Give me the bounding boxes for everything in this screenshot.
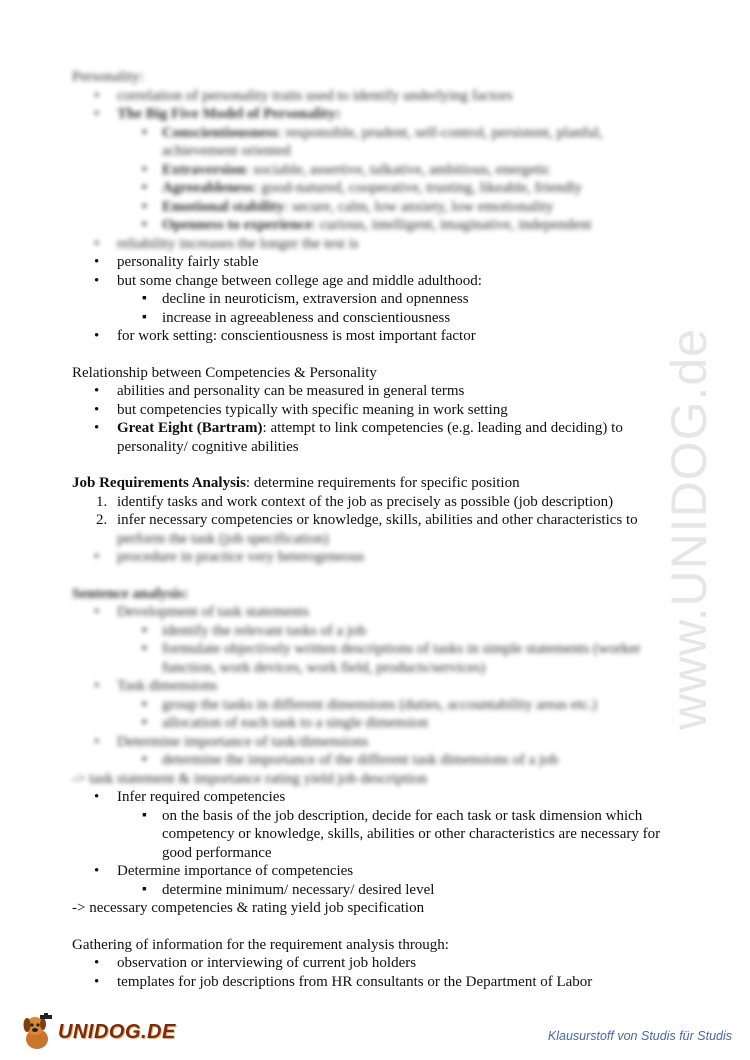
unidog-logo[interactable]	[20, 1012, 176, 1052]
gathering-heading: Gathering of information for the requirement analysis through:	[72, 936, 449, 953]
list-item: • Determine importance of competencies	[72, 862, 682, 881]
personality-heading: Personality:	[72, 69, 144, 85]
step-continuation: perform the task (job specification)	[117, 530, 329, 547]
trait-desc: : sociable, assertive, talkative, ambitious, energetic	[245, 161, 551, 178]
list-item	[72, 419, 682, 456]
big-five-item	[72, 161, 682, 180]
sentence-analysis-list	[72, 603, 682, 770]
trait-desc: : good-natured, cooperative, trusting, likeable, friendly	[253, 180, 583, 196]
competency-list	[72, 788, 682, 899]
job-requirements-heading	[72, 474, 682, 493]
trait-desc: : secure, calm, low anxiety, low emotionality	[284, 198, 554, 215]
trait-desc: : responsible, prudent, self-control, persistent, planful, achievement oriented	[162, 124, 603, 159]
gathering-list	[72, 954, 682, 991]
list-item: • Task dimensions	[72, 677, 682, 696]
sub-list-item: ▪ formulate objectively written descriptions of tasks in simple statements (worker function, work devices, work field, products/services)	[72, 640, 682, 677]
personality-change-list	[72, 253, 682, 346]
job-analysis-blur-list	[72, 548, 682, 567]
trait-term: Agreeableness	[162, 180, 254, 196]
trait-term: Openness to experience	[162, 217, 312, 233]
sub-list-item: ▪ increase in agreeableness and conscientiousness	[72, 309, 682, 328]
great-eight-desc: : attempt to link competencies (e.g. leading and deciding) to personality/ cognitive abilities	[117, 420, 623, 455]
list-item: • but competencies typically with specific meaning in work setting	[72, 401, 682, 420]
sub-list-item: ▪ group the tasks in different dimensions (duties, accountability areas etc.)	[72, 696, 682, 715]
big-five-item	[72, 216, 682, 235]
list-item	[72, 105, 682, 124]
list-item: • but some change between college age and middle adulthood:	[72, 272, 682, 291]
list-item: • abilities and personality can be measured in general terms	[72, 382, 682, 401]
sub-list-item: ▪ allocation of each task to a single dimension	[72, 714, 682, 733]
job-specification-arrow: -> necessary competencies & rating yield job specification	[72, 900, 425, 916]
list-item: • Development of task statements	[72, 603, 682, 622]
list-item: • correlation of personality traits used to identify underlying factors	[72, 87, 682, 106]
big-five-item	[72, 179, 682, 198]
list-item: • personality fairly stable	[72, 253, 682, 272]
step-text: identify tasks and work context of the job as precisely as possible (job description)	[117, 493, 614, 510]
brand-name: UNIDOG.DE	[58, 1020, 176, 1043]
step-number: 2.	[96, 512, 108, 528]
sentence-analysis-title: Sentence analysis:	[72, 585, 189, 602]
trait-term: Emotional stability	[162, 198, 285, 215]
personality-list	[72, 87, 682, 254]
blurred-job-analysis-section	[72, 530, 682, 789]
sub-list-item: ▪ identify the relevant tasks of a job	[72, 622, 682, 641]
trait-desc: : curious, intelligent, imaginative, independent	[311, 217, 592, 233]
sentence-analysis-heading	[72, 585, 682, 604]
trait-term: Extraversion	[162, 161, 246, 178]
list-item: • procedure in practice very heterogeneous	[72, 548, 682, 567]
sub-list-item: ▪ on the basis of the job description, decide for each task or task dimension which competency or knowledge, skills, abilities or other characteristics are necessary for good performance	[72, 807, 682, 863]
blurred-personality-section	[72, 68, 682, 253]
list-item: • templates for job descriptions from HR consultants or the Department of Labor	[72, 973, 682, 992]
list-item: • observation or interviewing of current job holders	[72, 954, 682, 973]
trait-term: Conscientiousness	[162, 124, 278, 141]
sub-list-item: ▪ decline in neuroticism, extraversion and opnenness	[72, 290, 682, 309]
job-requirements-term: Job Requirements Analysis	[72, 475, 246, 491]
footer-tagline: Klausurstoff von Studis für Studis	[547, 1029, 732, 1043]
job-description-arrow: -> task statement & importance rating yield job description	[72, 770, 428, 787]
numbered-step	[72, 493, 682, 512]
relationship-list	[72, 382, 682, 456]
sub-list-item: ▪ determine minimum/ necessary/ desired level	[72, 881, 682, 900]
big-five-item	[72, 124, 682, 161]
big-five-item	[72, 198, 682, 217]
sub-list-item: ▪ determine the importance of the different task dimensions of a job	[72, 751, 682, 770]
document-content	[72, 68, 682, 991]
job-requirements-desc: : determine requirements for specific position	[245, 475, 520, 491]
step-number: 1.	[96, 493, 108, 510]
list-item: • reliability increases the longer the test is	[72, 235, 682, 254]
dog-mascot-icon	[20, 1013, 54, 1051]
big-five-heading: The Big Five Model of Personality:	[117, 106, 341, 122]
list-item: • for work setting: conscientiousness is most important factor	[72, 327, 682, 346]
great-eight-term: Great Eight (Bartram)	[117, 420, 263, 436]
job-requirements-steps	[72, 493, 682, 530]
step-text: infer necessary competencies or knowledge, skills, abilities and other characteristics to	[117, 512, 638, 528]
relationship-heading: Relationship between Competencies & Personality	[72, 364, 377, 381]
numbered-step	[72, 511, 682, 530]
watermark: www.UNIDOG.de	[661, 328, 717, 730]
list-item: • Infer required competencies	[72, 788, 682, 807]
list-item: • Determine importance of task/dimensions	[72, 733, 682, 752]
